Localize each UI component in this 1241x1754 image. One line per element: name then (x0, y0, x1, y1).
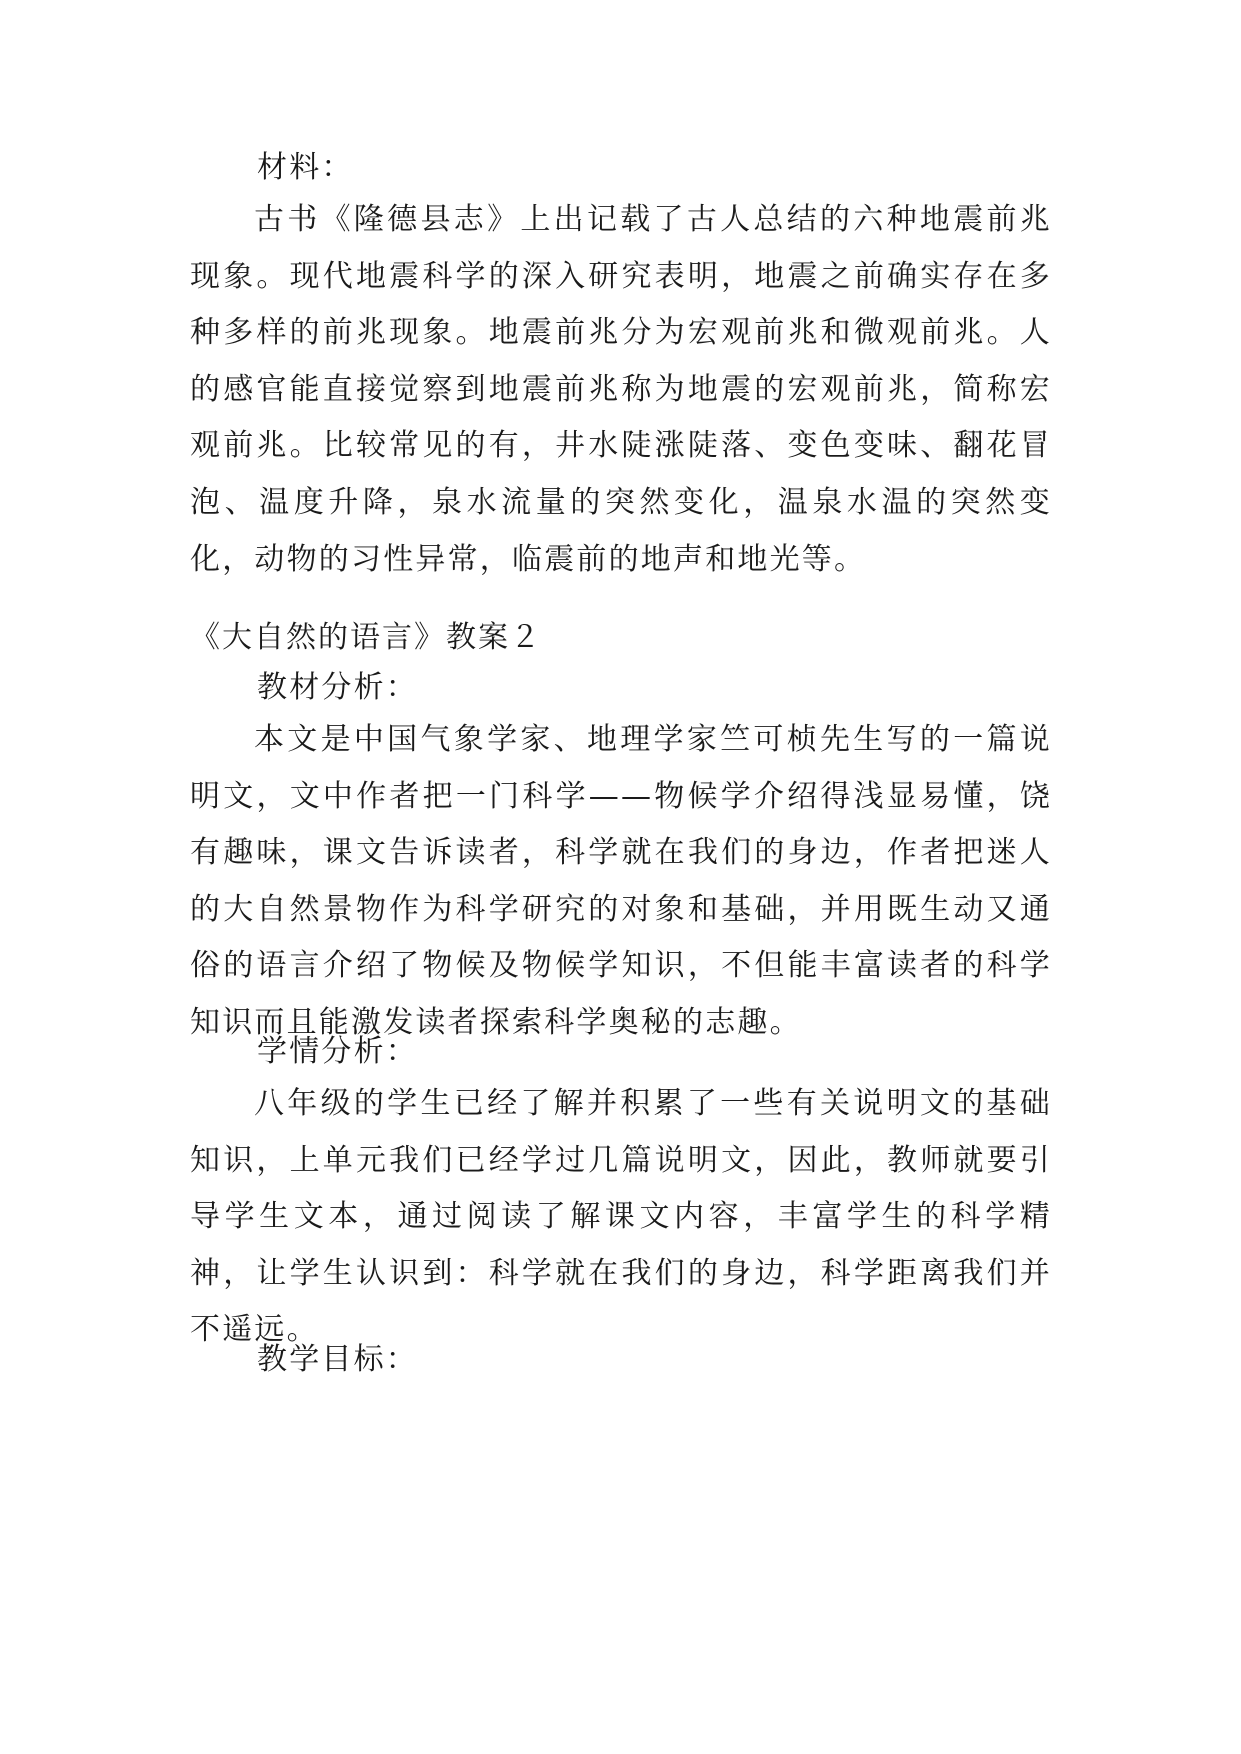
lesson-plan-title: 《大自然的语言》教案２ (190, 620, 542, 655)
materials-label: 材料： (257, 150, 354, 185)
material-analysis-paragraph: 本文是中国气象学家、地理学家竺可桢先生写的一篇说明文，文中作者把一门科学——物候学介绍得浅显易懂，饶有趣味，课文告诉读者，科学就在我们的身边，作者把迷人的大自然景物作为科学研究的对象和基础，并用既生动又通俗的语言介绍了物候及物候学知识，不但能丰富读者的科学知识而且能激发读者探索科学奥秘的志趣。 (190, 722, 1052, 1040)
student-analysis-paragraph: 八年级的学生已经了解并积累了一些有关说明文的基础知识，上单元我们已经学过几篇说明文，因此，教师就要引导学生文本，通过阅读了解课文内容，丰富学生的科学精神，让学生认识到：科学就在我们的身边，科学距离我们并不遥远。 (190, 1086, 1052, 1348)
teaching-goals-label: 教学目标： (257, 1342, 418, 1377)
student-analysis-label: 学情分析： (257, 1034, 418, 1069)
materials-paragraph: 古书《隆德县志》上出记载了古人总结的六种地震前兆现象。现代地震科学的深入研究表明，地震之前确实存在多种多样的前兆现象。地震前兆分为宏观前兆和微观前兆。人的感官能直接觉察到地震前兆称为地震的宏观前兆，简称宏观前兆。比较常见的有，井水陡涨陡落、变色变味、翻花冒泡、温度升降，泉水流量的突然变化，温泉水温的突然变化，动物的习性异常，临震前的地声和地光等。 (190, 202, 1052, 577)
material-analysis-label: 教材分析： (257, 670, 418, 705)
